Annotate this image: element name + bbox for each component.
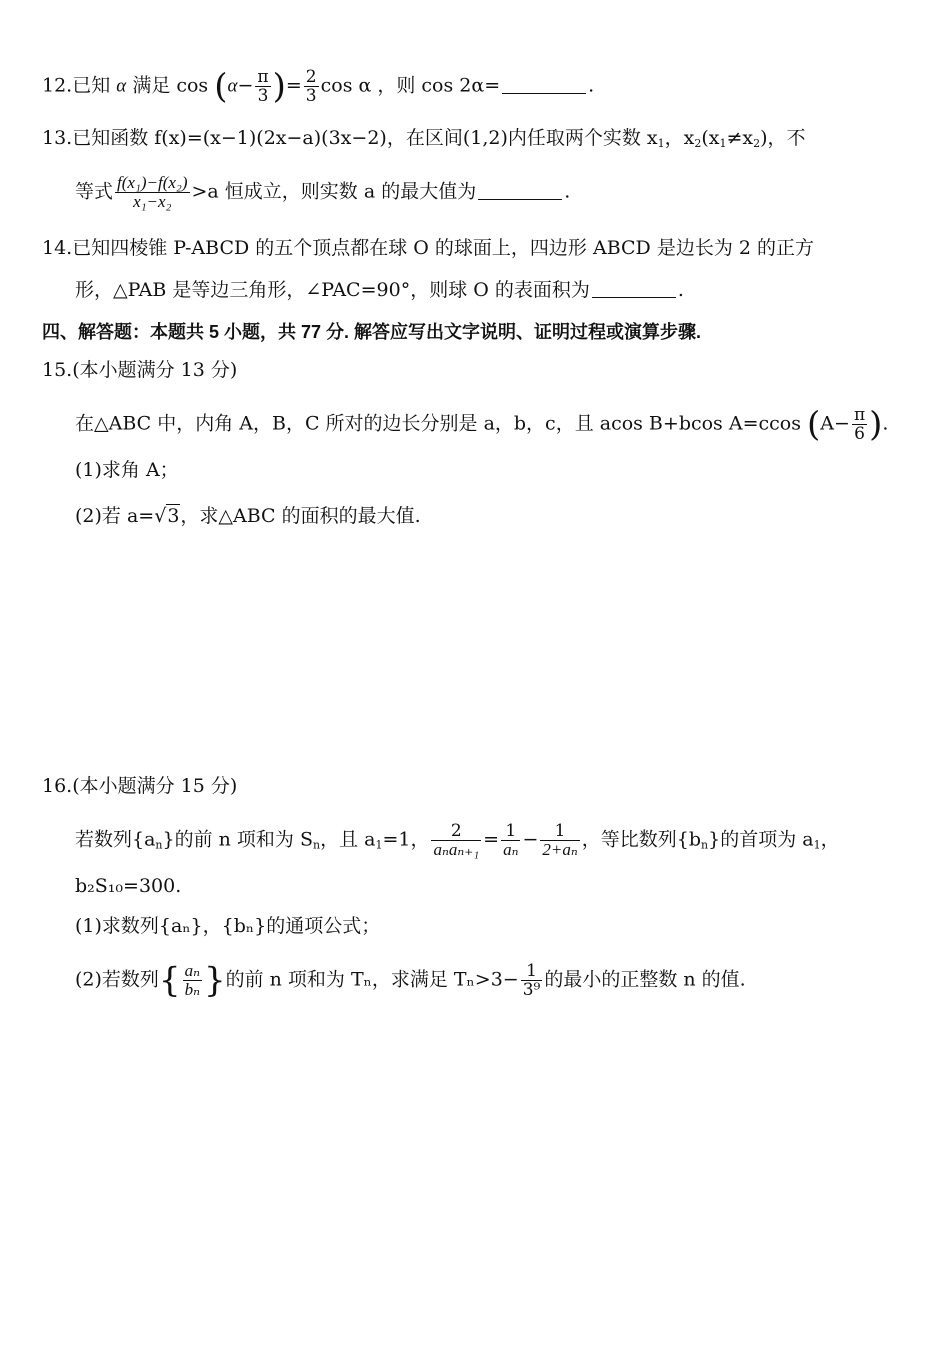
question-14: 14.已知四棱锥 P-ABCD 的五个顶点都在球 O 的球面上，四边形 ABCD 是边长为 2 的正方 xyxy=(42,237,814,259)
question-16-stem: 若数列$\{a_n\}$的前 n 项和为 $S_n$，且 $a_1=1$， $\frac{2}{\text{aₙaₙ₊₁}}$ = $\frac{1}{\text{aₙ}}$ − $\frac{1}{\text{2+aₙ}}$ ，等比数列$\{b_n\}$的首项为 $a_1$， xyxy=(75,821,840,859)
section-heading: 四、解答题：本题共 5 小题，共 77 分. 解答应写出文字说明、证明过程或演算步骤. xyxy=(42,322,702,342)
question-number: 14. xyxy=(42,237,73,259)
question-15-stem: 在△ABC 中，内角 A，B，C 所对的边长分别是 a，b，c，且 acos B+bcos A=ccos (A− $\frac{\pi}{6}$ ). xyxy=(75,404,889,445)
question-number: 13. xyxy=(42,127,73,149)
question-15-part-2: (2)若 a=√3，求△ABC 的面积的最大值. xyxy=(75,505,421,527)
question-number: 15. xyxy=(42,359,73,381)
difference-quotient: $\frac{\text{f(x₁)−f(x₂)}}{\text{x₁−x₂}}$ xyxy=(117,173,188,211)
question-16-part-1: (1)求数列{aₙ}，{bₙ}的通项公式； xyxy=(75,915,381,937)
pi-over-6: $\frac{\pi}{6}$ xyxy=(853,405,866,444)
answer-blank[interactable] xyxy=(502,73,586,94)
question-16-header: 16.(本小题满分 15 分) xyxy=(42,775,238,797)
question-16-part-2: (2)若数列{ $\frac{\text{aₙ}}{\text{bₙ}}$ }的前 n 项和为 Tₙ，求满足 Tₙ>3− $\frac{1}{\text{3⁹}}$ 的最小的正整数 n 的值. xyxy=(75,960,746,1001)
fraction-1-over-3-pow-9: $\frac{1}{\text{3⁹}}$ xyxy=(522,961,541,1000)
answer-blank[interactable] xyxy=(478,179,562,200)
question-13-line-2: 等式 $\frac{\text{f(x₁)−f(x₂)}}{\text{x₁−x₂}}$ >a 恒成立，则实数 a 的最大值为 . xyxy=(75,173,571,211)
question-number: 12. xyxy=(42,74,73,97)
question-13: 13.已知函数 f(x)=(x−1)(2x−a)(3x−2)，在区间(1,2)内任取两个实数 $x_1$，$x_2(x_1\ne x_2)$，不 xyxy=(42,127,806,150)
fraction-an-over-bn: $\frac{\text{aₙ}}{\text{bₙ}}$ xyxy=(184,961,200,999)
question-14-line-2: 形，△PAB 是等边三角形，∠PAC=90°，则球 O 的表面积为 . xyxy=(75,279,684,301)
question-number: 16. xyxy=(42,775,73,797)
answer-blank[interactable] xyxy=(592,277,676,298)
question-15-part-1: (1)求角 A； xyxy=(75,459,179,481)
fraction-1-over-an: $\frac{1}{\text{aₙ}}$ xyxy=(503,821,519,859)
question-15-header: 15.(本小题满分 13 分) xyxy=(42,359,238,381)
fraction-2-over-anan1: $\frac{2}{\text{aₙaₙ₊₁}}$ xyxy=(433,821,480,859)
question-12: 12.已知 α 满足 cos (α− $\frac{\pi}{3}$ )= $\frac{2}{3}$ cos α ，则 cos 2α= . xyxy=(42,66,595,107)
two-thirds: $\frac{2}{3}$ xyxy=(305,67,317,106)
question-16-line-2: b₂S₁₀=300. xyxy=(75,875,182,897)
fraction-1-over-2-plus-an: $\frac{1}{\text{2+aₙ}}$ xyxy=(542,821,578,859)
pi-over-3: $\frac{\pi}{3}$ xyxy=(257,67,269,106)
